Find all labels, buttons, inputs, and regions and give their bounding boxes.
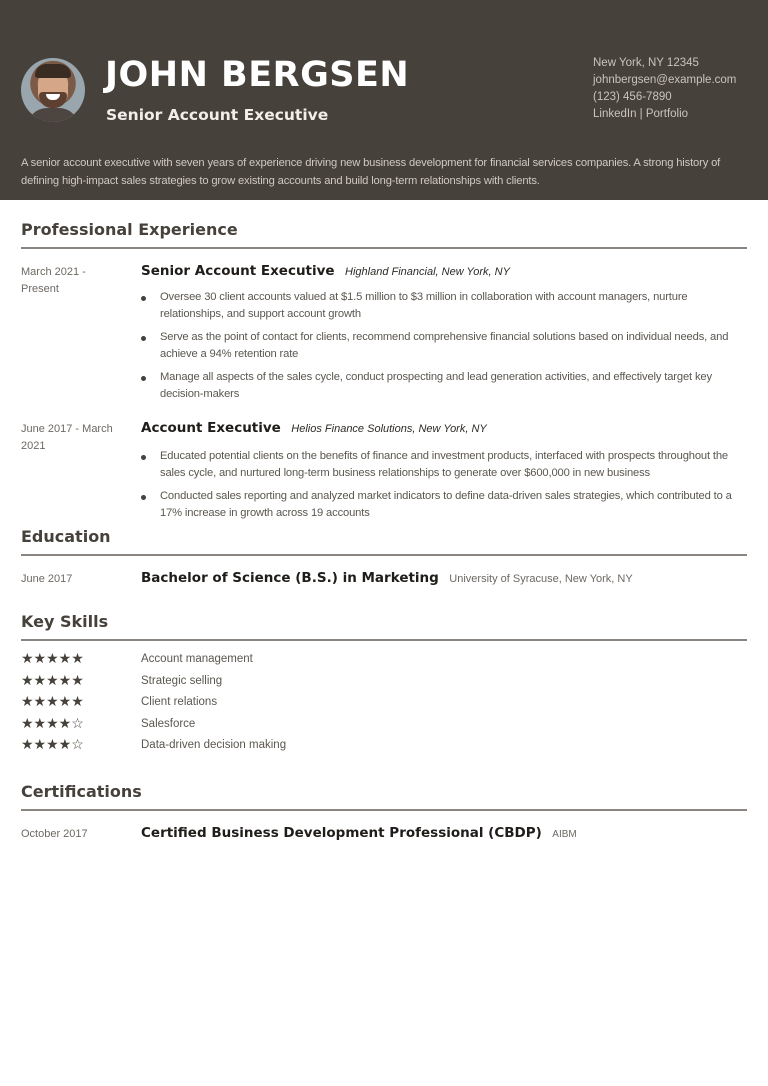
- section-education: [21, 526, 747, 586]
- photo-shirt: [27, 108, 79, 122]
- candidate-title: Senior Account Executive: [106, 106, 329, 124]
- certification-date: October 2017: [21, 828, 88, 840]
- certification-issuer: AIBM: [552, 829, 577, 840]
- profile-photo: [21, 58, 85, 122]
- job-bullets: [141, 289, 747, 409]
- job-header: [141, 262, 510, 280]
- skill-name: Data-driven decision making: [141, 739, 287, 751]
- bullet-item: Serve as the point of contact for clients, recommend comprehensive financial solutions based on individual needs, and achieve a 94% retention rate: [141, 329, 747, 363]
- star-rating-icon: ★★★★★: [21, 672, 84, 688]
- education-school: University of Syracuse, New York, NY: [449, 573, 633, 585]
- contact-links[interactable]: LinkedIn | Portfolio: [593, 108, 689, 120]
- contact-info: [593, 55, 736, 123]
- skill-name: Salesforce: [141, 718, 196, 730]
- certification-name: Certified Business Development Professional (CBDP): [141, 825, 542, 841]
- job-bullets: [141, 448, 747, 528]
- job-role: Senior Account Executive: [141, 263, 335, 279]
- skill-row: [21, 650, 421, 668]
- resume-header: [0, 0, 768, 200]
- skill-name: Strategic selling: [141, 675, 223, 687]
- skill-row: [21, 693, 421, 711]
- job-header: [141, 419, 487, 437]
- education-date: June 2017: [21, 573, 73, 585]
- bullet-dot-icon: [141, 336, 146, 341]
- section-heading: Professional Experience: [21, 219, 747, 249]
- contact-location: New York, NY 12345: [593, 57, 699, 69]
- education-degree: Bachelor of Science (B.S.) in Marketing: [141, 570, 439, 586]
- bullet-item: Oversee 30 client accounts valued at $1.5 million to $3 million in collaboration with account managers, nurture relationships, and support account growth: [141, 289, 747, 323]
- bullet-item: Conducted sales reporting and analyzed market indicators to define data-driven sales strategies, which contributed to a 17% increase in growth across 19 accounts: [141, 488, 747, 522]
- section-skills: [21, 611, 747, 752]
- section-heading: Education: [21, 526, 747, 556]
- skill-name: Account management: [141, 653, 253, 665]
- bullet-dot-icon: [141, 376, 146, 381]
- photo-hair: [35, 64, 71, 78]
- section-heading: Certifications: [21, 781, 747, 811]
- skill-name: Client relations: [141, 696, 218, 708]
- star-rating-icon: ★★★★☆: [21, 736, 84, 752]
- star-rating-icon: ★★★★★: [21, 650, 84, 666]
- skill-row: [21, 672, 421, 690]
- job-dates: June 2017 - March 2021: [21, 423, 113, 452]
- contact-email[interactable]: johnbergsen@example.com: [593, 74, 737, 86]
- star-rating-icon: ★★★★☆: [21, 715, 84, 731]
- candidate-name: JOHN BERGSEN: [105, 55, 410, 95]
- professional-summary: A senior account executive with seven years of experience driving new business development for financial services companies. A strong history of defining high-impact sales strategies to grow existing accounts and build long-term relationships with clients.: [21, 157, 721, 187]
- education-header: [141, 569, 633, 587]
- section-experience: [21, 219, 747, 519]
- section-certifications: [21, 781, 747, 841]
- bullet-item: Educated potential clients on the benefits of finance and investment products, interfaced with prospects throughout the sales cycle, and nurtured long-term business relationships to generate over $600,000 in new business: [141, 448, 747, 482]
- bullet-dot-icon: [141, 296, 146, 301]
- bullet-dot-icon: [141, 495, 146, 500]
- star-rating-icon: ★★★★★: [21, 693, 84, 709]
- job-role: Account Executive: [141, 420, 281, 436]
- contact-phone: (123) 456-7890: [593, 91, 672, 103]
- job-company: Highland Financial, New York, NY: [345, 266, 510, 278]
- job-dates: March 2021 - Present: [21, 266, 86, 295]
- skill-row: [21, 736, 421, 754]
- job-company: Helios Finance Solutions, New York, NY: [291, 423, 487, 435]
- skill-row: [21, 715, 421, 733]
- section-heading: Key Skills: [21, 611, 747, 641]
- bullet-item: Manage all aspects of the sales cycle, conduct prospecting and lead generation activities, and effectively target key decision-makers: [141, 369, 747, 403]
- bullet-dot-icon: [141, 455, 146, 460]
- certification-header: [141, 824, 577, 842]
